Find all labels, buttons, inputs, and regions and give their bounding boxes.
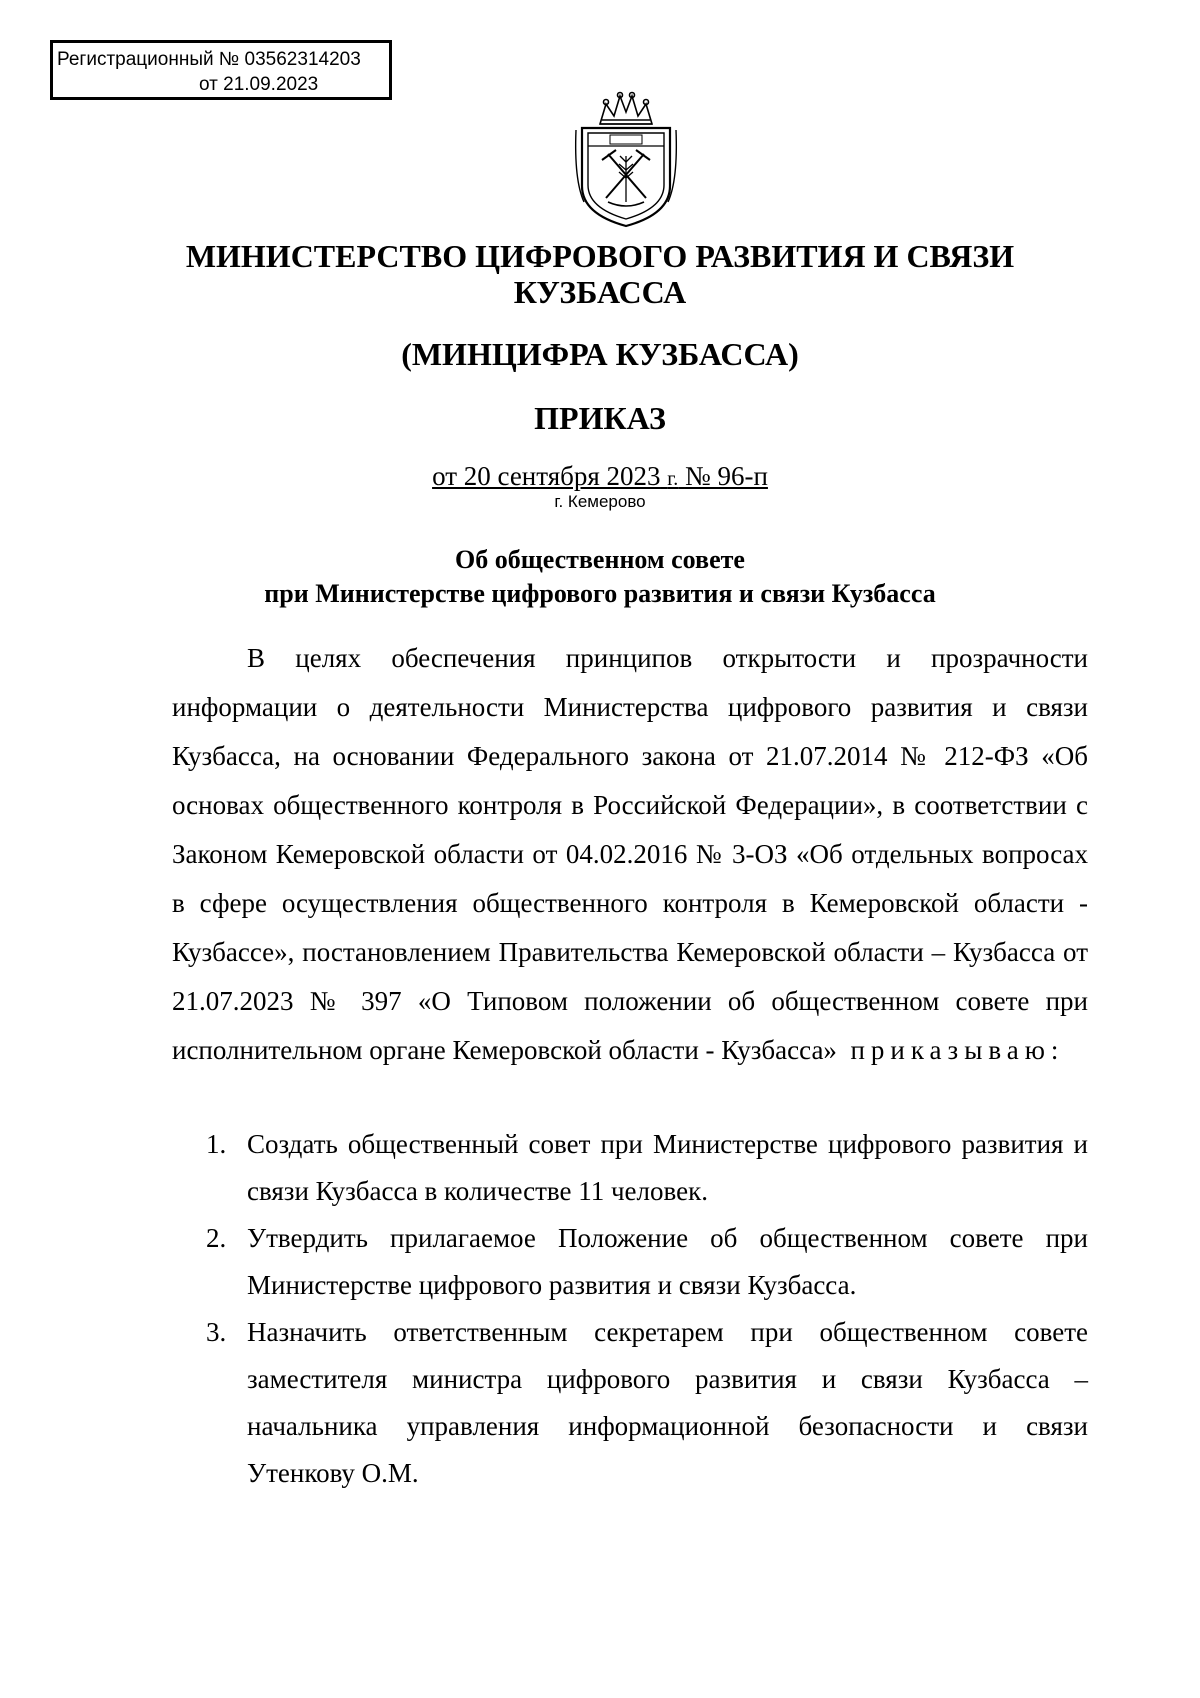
list-item xyxy=(172,1309,1088,1497)
ministry-name xyxy=(150,238,1050,310)
item-number: 1. xyxy=(206,1129,227,1159)
item-text: Назначить ответственным секретарем при общественном совете заместителя министра цифрового развития и связи Кузбасса – начальника управления информационной безопасности и связи Утенкову О.М. xyxy=(247,1317,1088,1488)
item-number: 2. xyxy=(206,1223,227,1253)
document-type: ПРИКАЗ xyxy=(534,400,666,436)
order-preamble xyxy=(172,634,1088,1075)
ministry-short-name: (МИНЦИФРА КУЗБАССА) xyxy=(401,336,799,372)
preamble-text: В целях обеспечения принципов открытости и прозрачности информации о деятельности Министерства цифрового развития и связи Кузбасса, на основании Федерального закона от 21.07.2014 № 212-ФЗ «Об основах общественного контроля в Российской Федерации», в соответствии с Законом Кемеровской области от 04.02.2016 № 3-ОЗ «Об отдельных вопросах в сфере осуществления общественного контроля в Кемеровской области - Кузбассе», постановлением Правительства Кемеровской области – Кузбасса от 21.07.2023 № 397 «О Типовом положении об общественном совете при исполнительном органе Кемеровской области - Кузбасса» xyxy=(172,643,1088,1065)
order-date: от 20 сентября 2023 г. № 96-п xyxy=(432,461,768,491)
registration-stamp xyxy=(50,40,392,100)
ministry-name-line1: МИНИСТЕРСТВО ЦИФРОВОГО РАЗВИТИЯ И СВЯЗИ xyxy=(185,238,1015,274)
decree-word: приказываю: xyxy=(850,1035,1065,1065)
order-subject xyxy=(150,543,1050,611)
item-text: Утвердить прилагаемое Положение об общественном совете при Министерстве цифрового развития и связи Кузбасса. xyxy=(247,1223,1088,1300)
kuzbass-coat-of-arms-icon xyxy=(570,90,682,230)
order-subject-line2: при Министерстве цифрового развития и связи Кузбасса xyxy=(264,579,936,608)
order-number: № 96-п xyxy=(684,461,768,491)
list-item xyxy=(172,1121,1088,1215)
registration-date: от 21.09.2023 xyxy=(199,74,319,95)
order-city: г. Кемерово xyxy=(554,492,646,511)
item-number: 3. xyxy=(206,1317,227,1347)
list-item xyxy=(172,1215,1088,1309)
order-subject-line1: Об общественном совете xyxy=(455,545,745,574)
registration-number: Регистрационный № 03562314203 xyxy=(57,49,361,70)
year-suffix: г. xyxy=(667,468,679,490)
item-text: Создать общественный совет при Министерстве цифрового развития и связи Кузбасса в количестве 11 человек. xyxy=(247,1129,1088,1206)
ministry-name-line2: КУЗБАССА xyxy=(513,274,687,310)
order-date-number xyxy=(150,461,1050,494)
order-items xyxy=(172,1121,1088,1497)
